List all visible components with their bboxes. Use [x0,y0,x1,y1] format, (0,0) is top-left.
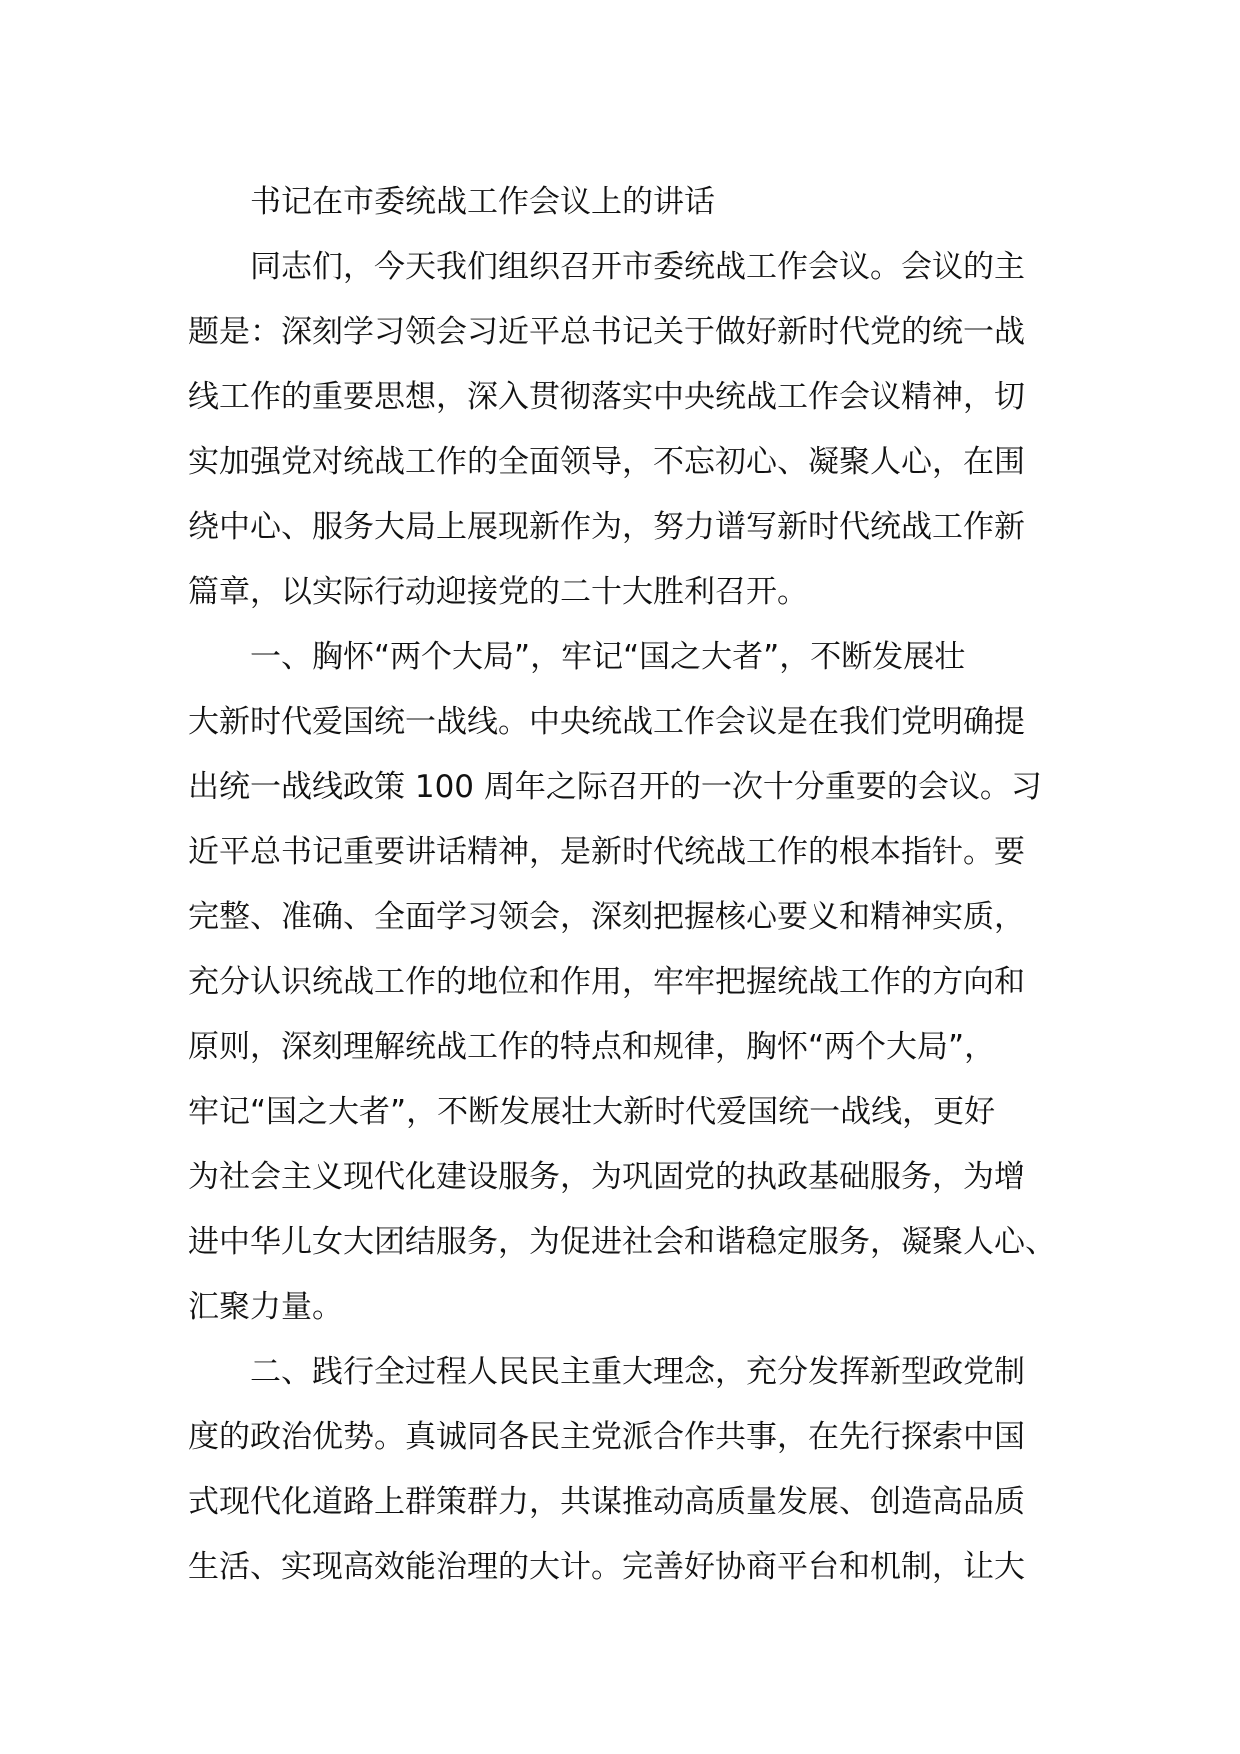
paragraph-line: 二、践行全过程人民民主重大理念，充分发挥新型政党制 [250,1354,1025,1390]
paragraph-line: 出统一战线政策 100 周年之际召开的一次十分重要的会议。习 [188,769,1042,805]
paragraph-line: 大新时代爱国统一战线。中央统战工作会议是在我们党明确提 [188,704,1025,740]
paragraph-line: 同志们，今天我们组织召开市委统战工作会议。会议的主 [250,249,1025,285]
paragraph-line: 线工作的重要思想，深入贯彻落实中央统战工作会议精神，切 [188,379,1025,415]
paragraph-line: 为社会主义现代化建设服务，为巩固党的执政基础服务，为增 [188,1159,1025,1195]
paragraph-line: 进中华儿女大团结服务，为促进社会和谐稳定服务，凝聚人心、 [188,1224,1056,1260]
paragraph-line: 一、胸怀“两个大局”，牢记“国之大者”，不断发展壮 [250,639,966,675]
paragraph-line: 生活、实现高效能治理的大计。完善好协商平台和机制，让大 [188,1549,1025,1585]
paragraph-line: 篇章，以实际行动迎接党的二十大胜利召开。 [188,574,808,610]
paragraph-line: 度的政治优势。真诚同各民主党派合作共事，在先行探索中国 [188,1419,1025,1455]
paragraph-line: 汇聚力量。 [188,1289,343,1325]
document-body [188,170,1068,1600]
paragraph-line: 完整、准确、全面学习领会，深刻把握核心要义和精神实质， [188,899,1025,935]
paragraph-line: 充分认识统战工作的地位和作用，牢牢把握统战工作的方向和 [188,964,1025,1000]
paragraph-line: 式现代化道路上群策群力，共谋推动高质量发展、创造高品质 [188,1484,1025,1520]
document-title: 书记在市委统战工作会议上的讲话 [250,184,715,220]
paragraph-line: 题是：深刻学习领会习近平总书记关于做好新时代党的统一战 [188,314,1025,350]
paragraph-line: 绕中心、服务大局上展现新作为，努力谱写新时代统战工作新 [188,509,1025,545]
paragraph-line: 近平总书记重要讲话精神，是新时代统战工作的根本指针。要 [188,834,1025,870]
paragraph-line: 原则，深刻理解统战工作的特点和规律，胸怀“两个大局”， [188,1029,996,1065]
paragraph-line: 实加强党对统战工作的全面领导，不忘初心、凝聚人心，在围 [188,444,1025,480]
paragraph-line: 牢记“国之大者”，不断发展壮大新时代爱国统一战线，更好 [188,1094,996,1130]
